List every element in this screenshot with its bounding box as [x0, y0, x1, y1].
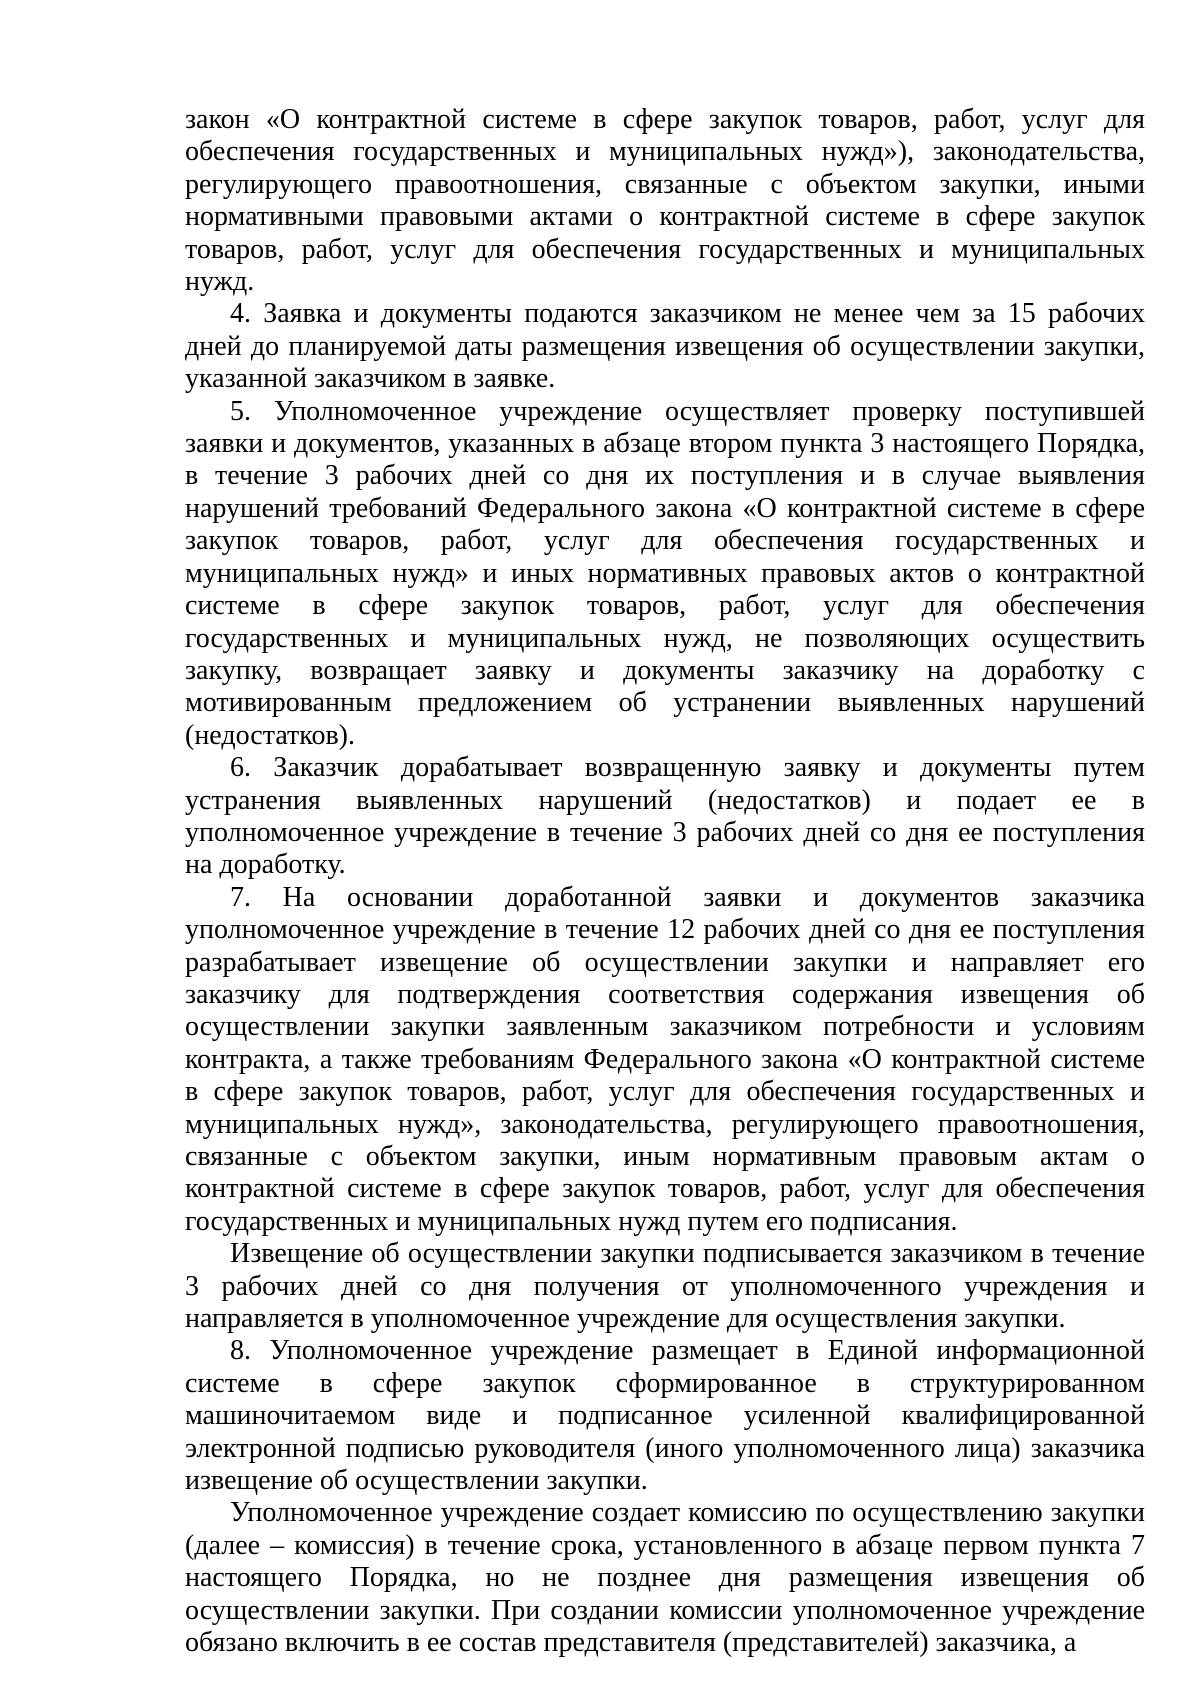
- document-page: [185, 104, 1145, 1660]
- paragraph-continuation: закон «О контрактной системе в сфере закупок товаров, работ, услуг для обеспечения государственных и муниципальных нужд»), законодательства, регулирующего правоотношения, связанные с объектом закупки, иными нормативными правовыми актами о контрактной системе в сфере закупок товаров, работ, услуг для обеспечения государственных и муниципальных нужд.: [185, 104, 1145, 298]
- paragraph-item-7: 7. На основании доработанной заявки и документов заказчика уполномоченное учреждение в течение 12 рабочих дней со дня ее поступления разрабатывает извещение об осуществлении закупки и направляет его заказчику для подтверждения соответствия содержания извещения об осуществлении закупки заявленным заказчиком потребности и условиям контракта, а также требованиям Федерального закона «О контрактной системе в сфере закупок товаров, работ, услуг для обеспечения государственных и муниципальных нужд», законодательства, регулирующего правоотношения, связанные с объектом закупки, иным нормативным правовым актам о контрактной системе в сфере закупок товаров, работ, услуг для обеспечения государственных и муниципальных нужд путем его подписания.: [185, 881, 1145, 1237]
- paragraph-item-6: 6. Заказчик дорабатывает возвращенную заявку и документы путем устранения выявленных нарушений (недостатков) и подает ее в уполномоченное учреждение в течение 3 рабочих дней со дня ее поступления на доработку.: [185, 752, 1145, 881]
- paragraph-item-7-notice: Извещение об осуществлении закупки подписывается заказчиком в течение 3 рабочих дней со дня получения от уполномоченного учреждения и направляется в уполномоченное учреждение для осуществления закупки.: [185, 1238, 1145, 1335]
- paragraph-item-4: 4. Заявка и документы подаются заказчиком не менее чем за 15 рабочих дней до планируемой даты размещения извещения об осуществлении закупки, указанной заказчиком в заявке.: [185, 298, 1145, 395]
- paragraph-item-8-commission: Уполномоченное учреждение создает комиссию по осуществлению закупки (далее – комиссия) в течение срока, установленного в абзаце первом пункта 7 настоящего Порядка, но не позднее дня размещения извещения об осуществлении закупки. При создании комиссии уполномоченное учреждение обязано включить в ее состав представителя (представителей) заказчика, а: [185, 1497, 1145, 1659]
- paragraph-item-8: 8. Уполномоченное учреждение размещает в Единой информационной системе в сфере закупок сформированное в структурированном машиночитаемом виде и подписанное усиленной квалифицированной электронной подписью руководителя (иного уполномоченного лица) заказчика извещение об осуществлении закупки.: [185, 1335, 1145, 1497]
- paragraph-item-5: 5. Уполномоченное учреждение осуществляет проверку поступившей заявки и документов, указанных в абзаце втором пункта 3 настоящего Порядка, в течение 3 рабочих дней со дня их поступления и в случае выявления нарушений требований Федерального закона «О контрактной системе в сфере закупок товаров, работ, услуг для обеспечения государственных и муниципальных нужд» и иных нормативных правовых актов о контрактной системе в сфере закупок товаров, работ, услуг для обеспечения государственных и муниципальных нужд, не позволяющих осуществить закупку, возвращает заявку и документы заказчику на доработку с мотивированным предложением об устранении выявленных нарушений (недостатков).: [185, 395, 1145, 751]
